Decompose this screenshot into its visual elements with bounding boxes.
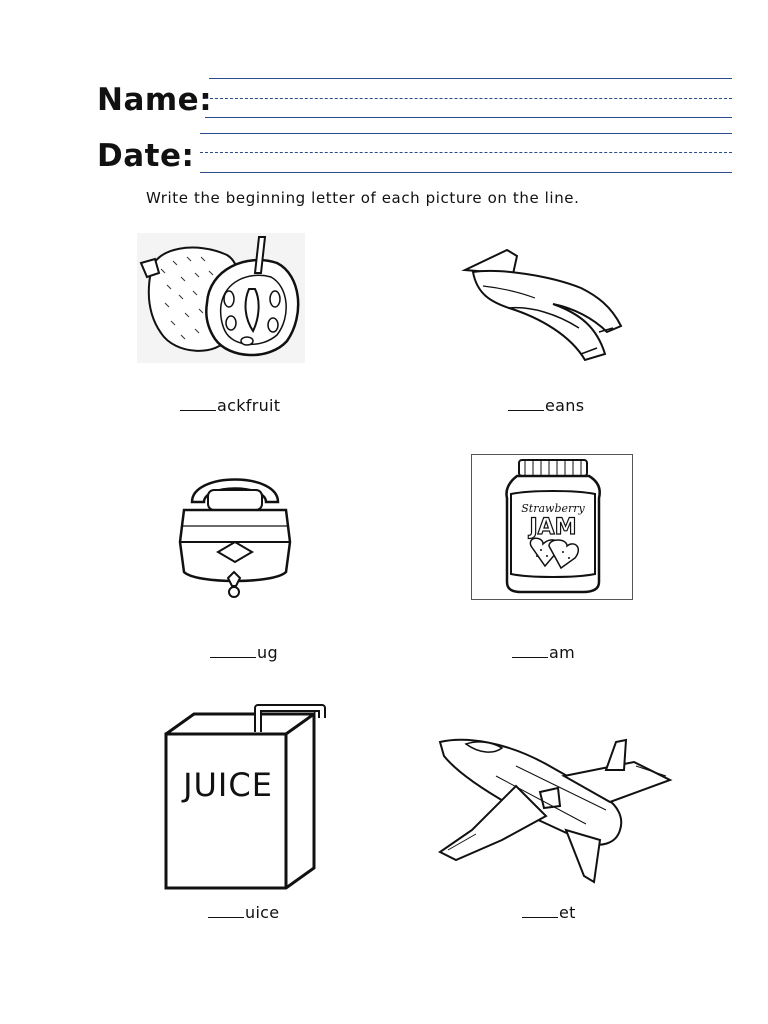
- word-jug: ug: [210, 643, 278, 662]
- answer-blank[interactable]: [210, 643, 256, 658]
- date-label: Date:: [97, 138, 195, 174]
- name-label: Name:: [97, 82, 213, 118]
- date-line-bottom[interactable]: [200, 172, 732, 173]
- word-jackfruit: ackfruit: [180, 396, 280, 415]
- name-line-top: [209, 78, 732, 79]
- word-jet: et: [522, 903, 576, 922]
- jet-picture: [436, 736, 678, 888]
- answer-blank[interactable]: [508, 396, 544, 411]
- answer-blank[interactable]: [208, 903, 244, 918]
- juice-box-text: JUICE: [183, 766, 273, 804]
- answer-blank[interactable]: [180, 396, 216, 411]
- name-line-mid: [205, 98, 732, 99]
- name-line-bottom[interactable]: [205, 117, 732, 118]
- answer-blank[interactable]: [512, 643, 548, 658]
- word-jeans: eans: [508, 396, 584, 415]
- date-line-mid: [200, 152, 732, 153]
- jar-jam-text: JAM: [529, 515, 577, 540]
- word-juice: uice: [208, 903, 279, 922]
- jackfruit-picture: [137, 233, 305, 363]
- date-line-top: [200, 133, 732, 134]
- word-jam: am: [512, 643, 575, 662]
- jam-jar-picture: [471, 454, 633, 600]
- instruction-text: Write the beginning letter of each picture on the line.: [146, 189, 580, 207]
- juice-box-picture: [162, 704, 328, 890]
- answer-blank[interactable]: [522, 903, 558, 918]
- jar-script-text: Strawberry: [521, 502, 585, 515]
- jeans-picture: [461, 248, 625, 364]
- jug-picture: [174, 466, 296, 602]
